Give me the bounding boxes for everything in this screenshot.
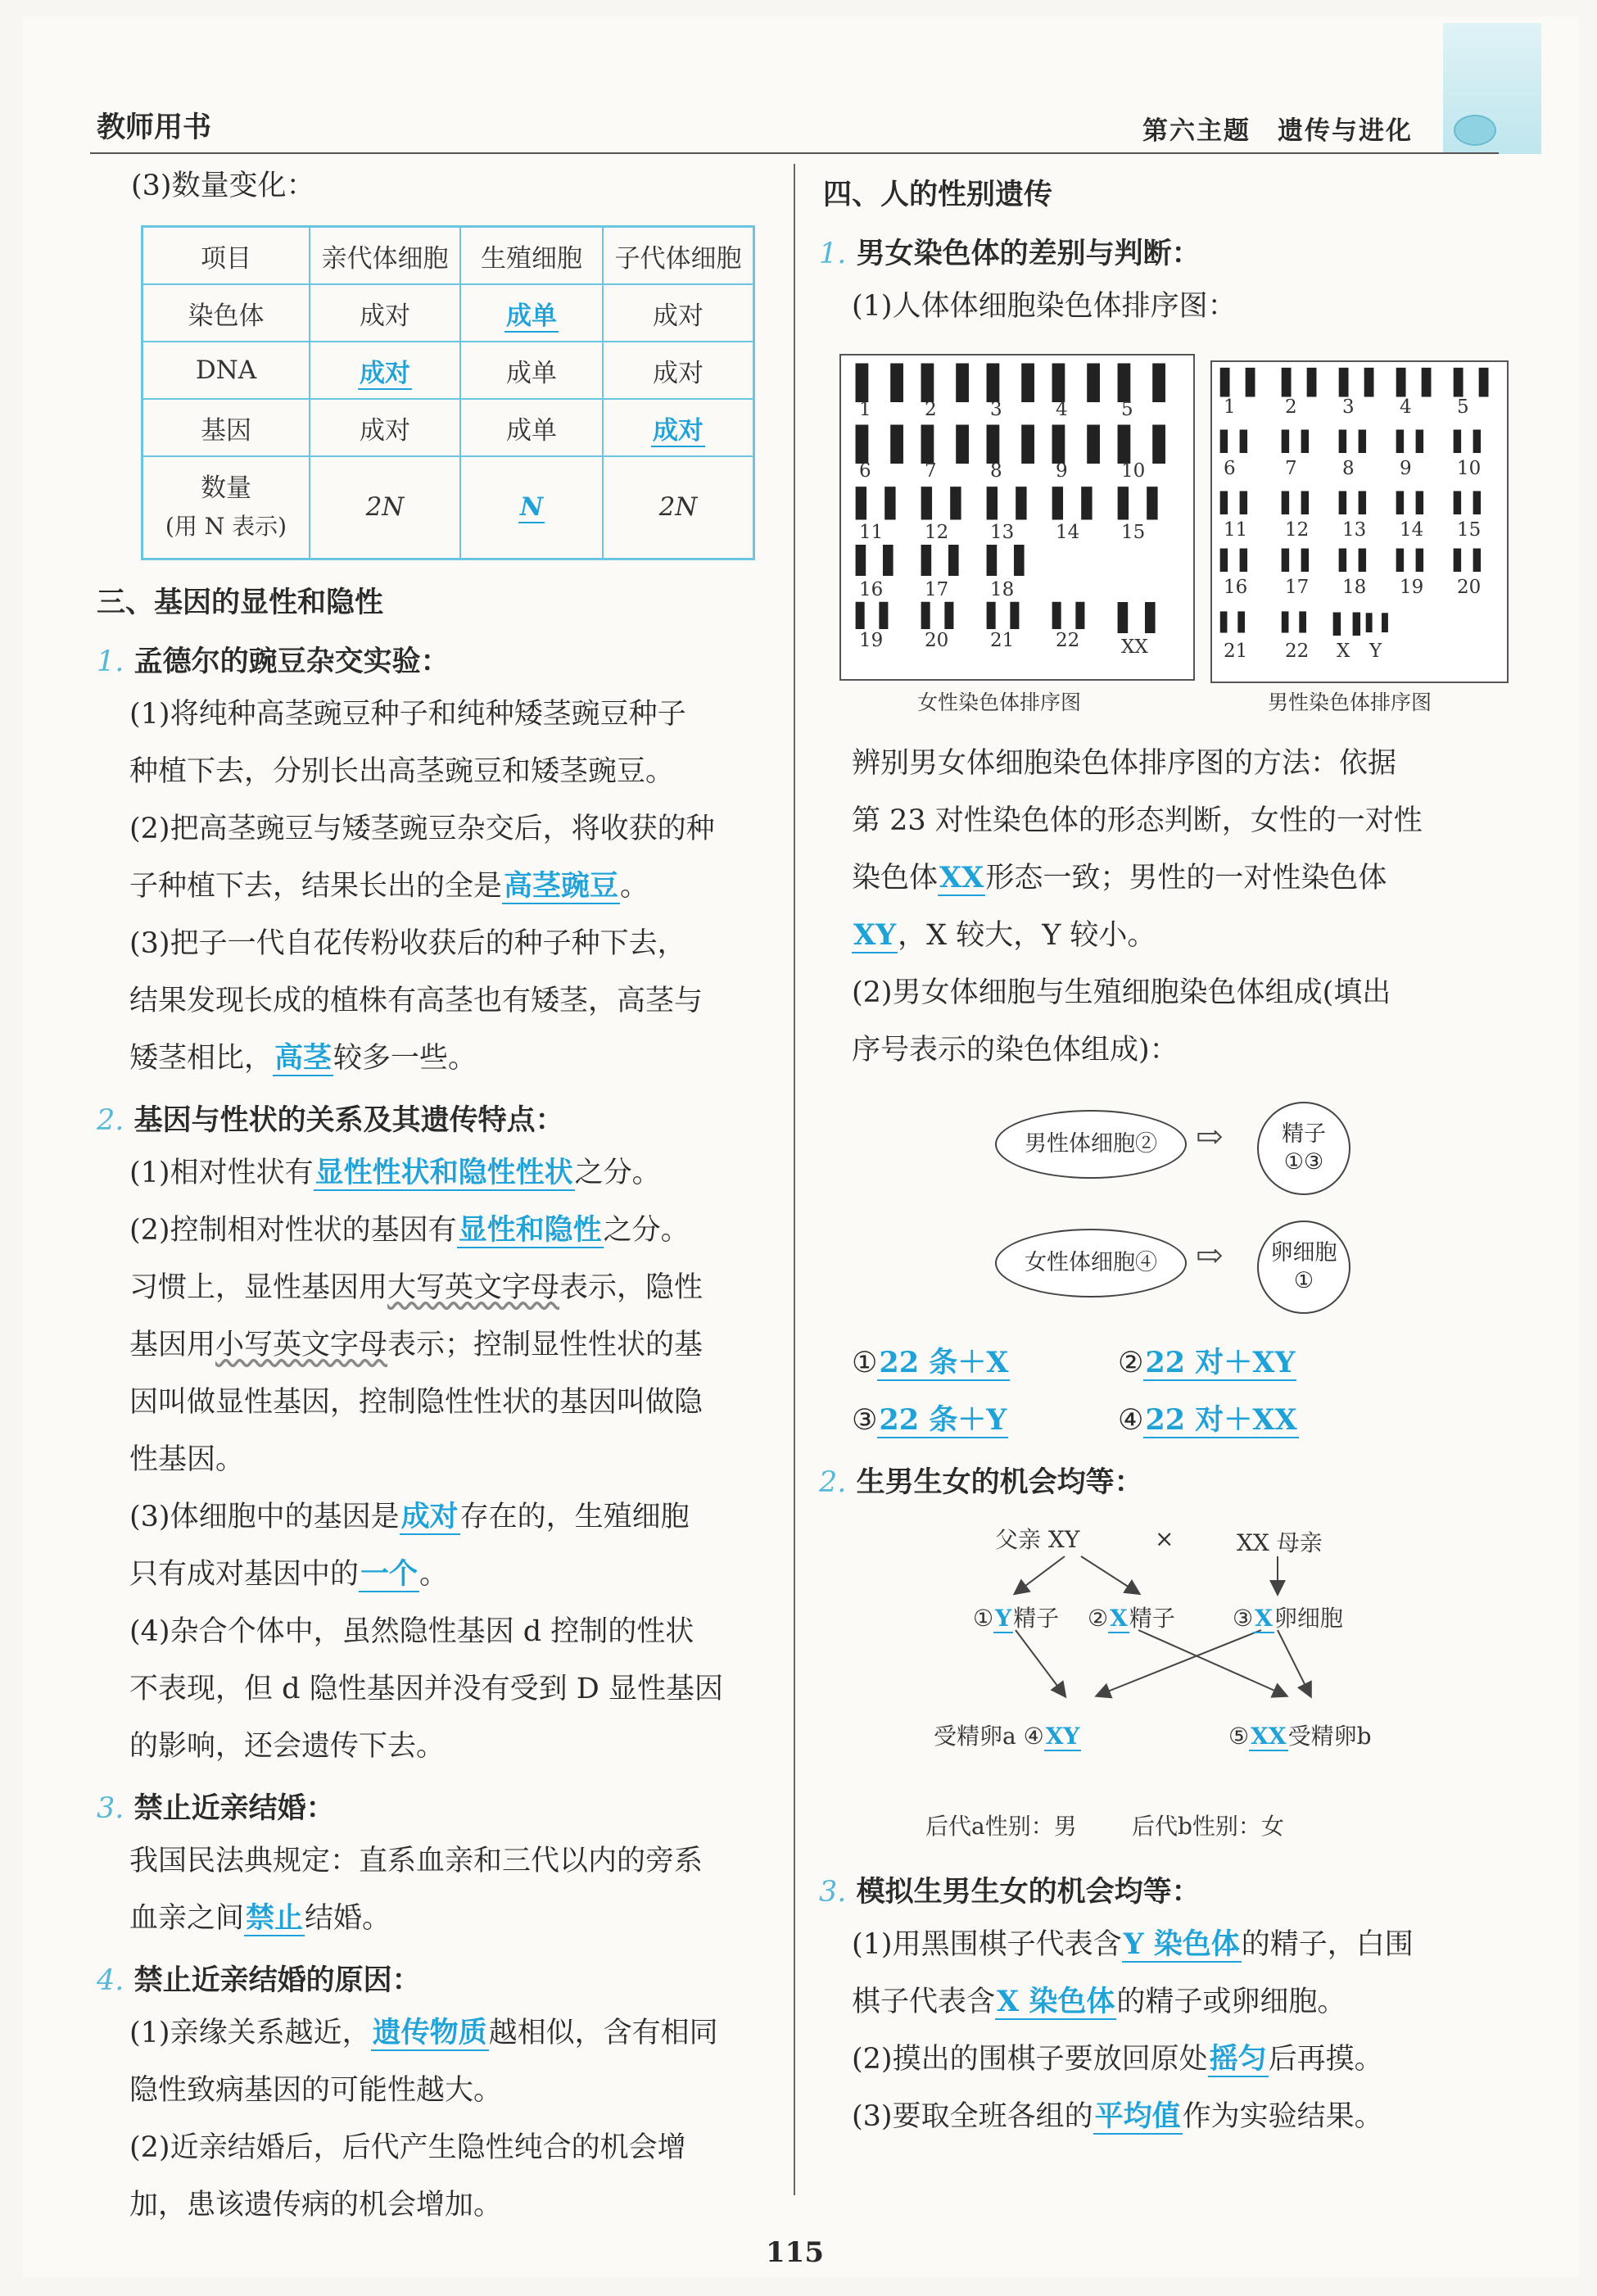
chromosome-pair: ▌▐ (1339, 491, 1363, 514)
text: 精子 (1129, 1605, 1175, 1632)
answer: 显性和隐性 (458, 1213, 602, 1247)
chromosome-label: 11 (859, 522, 884, 543)
answer: XX (1251, 1723, 1287, 1750)
number: 1. (97, 645, 124, 678)
fill-d (1118, 1402, 1299, 1438)
chromosome-label: 19 (1400, 577, 1424, 598)
text: 较多一些。 (333, 1042, 477, 1075)
oval-line: 精子 (1282, 1121, 1326, 1147)
heading-text: 孟德尔的豌豆杂交实验： (133, 645, 450, 678)
table-header-row (143, 227, 754, 285)
egg-x (1233, 1601, 1343, 1633)
chromosome-pair: ▌▐ (1220, 369, 1252, 397)
text: 越相似，含有相同 (488, 2017, 718, 2049)
text-line: 性基因。 (129, 1443, 245, 1476)
number: 4. (97, 1964, 124, 1997)
answer: Y (995, 1605, 1012, 1632)
text: 存在的，生殖细胞 (459, 1501, 690, 1533)
table-row (143, 342, 754, 399)
chromosome-pair: ▌▐ (921, 365, 966, 402)
chromosome-label: 17 (1285, 577, 1310, 598)
chromosome-label: 18 (990, 579, 1015, 600)
header-left: 教师用书 (97, 111, 212, 144)
chromosome-label: 11 (1224, 519, 1248, 541)
answer: 一个 (360, 1557, 418, 1591)
chromosome-label: 20 (1457, 577, 1482, 598)
answer: 高茎 (274, 1041, 333, 1075)
chromosome-pair: ▌▐ (1454, 549, 1477, 572)
answer: 显性性状和隐性性状 (314, 1156, 573, 1189)
male-body-cell: 男性体细胞② (995, 1110, 1187, 1179)
answer: XY (1045, 1723, 1080, 1750)
chromosome-pair: ▌▐ (1220, 613, 1242, 633)
chromosome-label: 1 (859, 399, 871, 420)
text: 受精卵b (1287, 1723, 1372, 1750)
text: 子种植下去，结果长出的全是 (129, 870, 503, 903)
chromosome-label: Y (1369, 641, 1382, 662)
mother: XX 母亲 (1237, 1529, 1323, 1556)
text: 后再摸。 (1268, 2043, 1383, 2076)
text-line (129, 868, 649, 904)
male-caption: 男性染色体排序图 (1268, 691, 1432, 714)
chromosome-label: 7 (1285, 458, 1297, 479)
chromosome-label: 3 (990, 399, 1002, 420)
fill-label: ① (852, 1347, 878, 1379)
text-line: 加，患该遗传病的机会增加。 (129, 2189, 503, 2221)
chromosome-label: 13 (1342, 519, 1367, 541)
chromosome-pair: ▌▐ (1220, 549, 1244, 572)
answer: Y 染色体 (1123, 1927, 1240, 1961)
chromosome-pair: ▌▐ (1454, 491, 1477, 514)
chromosome-label: 10 (1457, 458, 1482, 479)
number: 3. (819, 1876, 847, 1909)
text-line: 结果发现长成的植株有高茎也有矮茎，高茎与 (129, 985, 703, 1017)
inheritance-arrows (901, 1524, 1409, 1818)
table-cell: 成对 (310, 284, 460, 342)
table-cell-line: (用 N 表示) (165, 512, 287, 540)
text: 表示；控制显性性状的基 (387, 1329, 703, 1361)
text-line: (1)将纯种高茎豌豆种子和纯种矮茎豌豆种子 (129, 698, 686, 731)
text-line: 序号表示的染色体组成)： (852, 1034, 1179, 1066)
table-cell: 成对 (310, 399, 460, 456)
arrow-icon: ⇨ (1196, 1237, 1224, 1275)
table-cell: DNA (143, 342, 310, 399)
text: 作为实验结果。 (1182, 2100, 1383, 2133)
offspring-a: 后代a性别：男 (925, 1813, 1077, 1840)
chromosome-label: 8 (1342, 458, 1355, 479)
chromosome-pair: ▌▐ (1052, 365, 1097, 402)
table-cell: 染色体 (143, 284, 310, 342)
table-header: 亲代体细胞 (310, 227, 460, 285)
chromosome-label: 16 (859, 579, 884, 600)
text-line: 种植下去，分别长出高茎豌豆和矮茎豌豆。 (129, 755, 675, 788)
chromosome-pair: ▌▐ (1333, 613, 1357, 636)
chromosome-pair: ▌▐ (1118, 365, 1162, 402)
chromosome-label: 15 (1457, 519, 1482, 541)
chromosome-pair: ▌▐ (856, 365, 900, 402)
text: (1)用黑围棋子代表含 (852, 1928, 1122, 1961)
text: 。 (620, 870, 649, 903)
answer: 成对 (360, 358, 410, 388)
answer: 成对 (653, 415, 703, 446)
text: 矮茎相比， (129, 1042, 274, 1075)
fill-b (1118, 1345, 1296, 1381)
text-line (852, 1927, 1414, 1963)
female-body-cell: 女性体细胞④ (995, 1229, 1187, 1297)
chromosome-label: X (1337, 641, 1350, 662)
chromosome-label: 9 (1400, 458, 1412, 479)
table-cell: 成单 (460, 399, 603, 456)
text: 结婚。 (305, 1902, 391, 1935)
egg-cell (1257, 1220, 1350, 1314)
answer: 22 条＋Y (879, 1403, 1007, 1437)
answer: XX (939, 861, 984, 894)
quantity-table (141, 225, 755, 560)
chromosome-label: 2 (1285, 396, 1297, 418)
offspring-b: 后代b性别：女 (1132, 1813, 1284, 1840)
chromosome-label: 4 (1056, 399, 1068, 420)
chromosome-label: 6 (1224, 458, 1236, 479)
chromosome-label: 17 (925, 579, 949, 600)
chromosome-pair: ▌▐ (1339, 430, 1363, 453)
chromosome-pair: ▌▐ (987, 545, 1021, 576)
text: 的精子或卵细胞。 (1116, 1986, 1346, 2018)
answer: 22 对＋XY (1145, 1346, 1296, 1379)
table-cell (603, 399, 754, 456)
chromosome-label: 22 (1056, 630, 1080, 651)
chromosome-label: 6 (859, 460, 871, 482)
text: (1)亲缘关系越近， (129, 2017, 371, 2049)
text-line: (2)把高茎豌豆与矮茎豌豆杂交后，将收获的种 (129, 813, 715, 845)
chromosome-pair: ▌▐ (856, 487, 893, 520)
table-header: 生殖细胞 (460, 227, 603, 285)
text: ② (1088, 1605, 1109, 1632)
text-line: (3)把子一代自花传粉收获后的种子种下去， (129, 927, 686, 960)
chromosome-pair: ▌▐ (1454, 430, 1477, 453)
chromosome-label: 10 (1121, 460, 1146, 482)
chromosome-label: 21 (990, 630, 1015, 651)
chromosome-pair: ▌▐ (856, 545, 890, 576)
sperm-x (1088, 1601, 1175, 1633)
oval-line: ①③ (1283, 1149, 1324, 1175)
emphasis: 大写英文字母 (387, 1271, 560, 1304)
chromosome-pair: ▌▐ (1454, 369, 1486, 397)
chromosome-pair: ▌▐ (1052, 426, 1097, 464)
number: 3. (97, 1792, 124, 1825)
answer: 成单 (506, 301, 557, 331)
answer: 摇匀 (1209, 2042, 1267, 2076)
answer: X (1255, 1605, 1273, 1632)
oval-line: 卵细胞 (1270, 1240, 1337, 1266)
chromosome-label: 7 (925, 460, 937, 482)
chromosome-pair: ▌▐ (1052, 487, 1089, 520)
chromosome-pair: ▌▐ (1282, 369, 1314, 397)
table-cell (460, 284, 603, 342)
female-caption: 女性染色体排序图 (917, 691, 1082, 714)
section-4-title: 四、人的性别遗传 (823, 178, 1053, 211)
text: (3)体细胞中的基因是 (129, 1501, 400, 1533)
table-header: 子代体细胞 (603, 227, 754, 285)
zygote-b (1228, 1719, 1372, 1751)
chromosome-label: 13 (990, 522, 1015, 543)
r3-heading (819, 1869, 1201, 1910)
heading-text: 男女染色体的差别与判断： (856, 237, 1201, 270)
heading-text: 禁止近亲结婚： (133, 1791, 335, 1825)
chromosome-label: 22 (1285, 641, 1310, 662)
chromosome-pair: ▌▐ (856, 426, 900, 464)
answer: X 染色体 (997, 1985, 1115, 2018)
heading-text: 基因与性状的关系及其遗传特点： (133, 1103, 564, 1137)
heading-text: 生男生女的机会均等： (856, 1465, 1143, 1499)
fill-c (852, 1402, 1008, 1438)
chromosome-pair: ▌▐ (856, 602, 885, 629)
sperm-y (973, 1601, 1059, 1633)
chromosome-label: 14 (1056, 522, 1080, 543)
text: (3)要取全班各组的 (852, 2100, 1093, 2133)
fill-label: ④ (1118, 1404, 1144, 1437)
answer: XY (853, 918, 897, 952)
answer: X (1110, 1605, 1128, 1632)
table-cell: 2N (310, 456, 460, 559)
page-number: 115 (766, 2236, 824, 2269)
chromosome-pair: ▌▐ (1052, 602, 1082, 629)
text: 基因用 (129, 1329, 216, 1361)
number: 2. (819, 1466, 847, 1499)
chromosome-pair: ▌▐ (921, 602, 951, 629)
chromosome-pair: ▌▐ (921, 426, 966, 464)
text: 血亲之间 (129, 1902, 245, 1935)
text-line (852, 1984, 1346, 2020)
chromosome-label: 12 (925, 522, 949, 543)
chromosome-pair: ▌▐ (921, 545, 956, 576)
answer: 遗传物质 (372, 2016, 487, 2049)
chromosome-pair: ▌▐ (1118, 426, 1162, 464)
fill-label: ③ (852, 1404, 878, 1437)
chromosome-pair: ▌▐ (1339, 369, 1371, 397)
column-divider (794, 164, 795, 2195)
chromosome-label: 19 (859, 630, 884, 651)
r2-heading (819, 1460, 1143, 1501)
chromosome-label: 20 (925, 630, 949, 651)
father: 父亲 XY (995, 1526, 1080, 1553)
chromosome-pair: ▌▐ (1396, 491, 1420, 514)
text: (2)摸出的围棋子要放回原处 (852, 2043, 1208, 2076)
table-row (143, 456, 754, 559)
chromosome-label: 18 (1342, 577, 1367, 598)
chromosome-pair: ▌▐ (1118, 487, 1155, 520)
text-line (129, 1327, 703, 1363)
text-line: (1)人体体细胞染色体排序图： (852, 290, 1237, 323)
s1-heading (97, 639, 450, 680)
arrow-icon: ⇨ (1196, 1118, 1224, 1156)
answer: 平均值 (1094, 2099, 1181, 2133)
header-divider (90, 152, 1499, 154)
section-3-title: 三、基因的显性和隐性 (97, 586, 384, 619)
table-cell (143, 456, 310, 559)
table-header: 项目 (143, 227, 310, 285)
text-line (852, 917, 1156, 953)
number: 1. (819, 238, 847, 270)
chromosome-label: 1 (1224, 396, 1236, 418)
table-cell-line: 数量 (201, 473, 251, 503)
table-cell: 成对 (603, 284, 754, 342)
text-line: 辨别男女体细胞染色体排序图的方法：依据 (852, 747, 1397, 780)
s4-heading (97, 1958, 421, 1999)
table-cell: 基因 (143, 399, 310, 456)
text-line: 的影响，还会遗传下去。 (129, 1730, 446, 1763)
text: (2)控制相对性状的基因有 (129, 1214, 457, 1247)
text-line (129, 1499, 690, 1535)
chromosome-pair: ▌▐ (921, 487, 958, 520)
table-cell: 2N (603, 456, 754, 559)
text-line (852, 860, 1387, 896)
heading-text: 禁止近亲结婚的原因： (133, 1963, 421, 1997)
chromosome-label: 3 (1342, 396, 1355, 418)
answer: N (519, 492, 544, 523)
text-line: 第 23 对性染色体的形态判断，女性的一对性 (852, 804, 1423, 837)
number: 2. (97, 1104, 124, 1137)
text-line: 因叫做显性基因，控制隐性性状的基因叫做隐 (129, 1386, 703, 1419)
emphasis: 小写英文字母 (215, 1329, 388, 1361)
chromosome-pair: ▌▐ (1396, 430, 1420, 453)
quantity-title: (3)数量变化： (131, 170, 315, 202)
cross-symbol: × (1155, 1525, 1174, 1552)
text-line (852, 2041, 1383, 2077)
text-line (129, 1900, 391, 1936)
text-line: 隐性致病基因的可能性越大。 (129, 2074, 503, 2107)
answer: 禁止 (246, 1901, 304, 1935)
chromosome-pair: ▌▐ (1220, 491, 1244, 514)
chromosome-pair: ▌▐ (1366, 613, 1385, 632)
text-line (129, 1270, 703, 1306)
text: 的精子，白围 (1241, 1928, 1414, 1961)
zygote-a (934, 1719, 1081, 1751)
chromosome-label: 16 (1224, 577, 1248, 598)
text-line (129, 2015, 718, 2051)
table-row (143, 399, 754, 456)
text: ③ (1233, 1605, 1254, 1632)
chromosome-label: 5 (1457, 396, 1469, 418)
text-line (129, 1212, 690, 1248)
heading-text: 模拟生男生女的机会均等： (856, 1875, 1201, 1909)
text: 表示，隐性 (559, 1271, 703, 1304)
text-line: (2)男女体细胞与生殖细胞染色体组成(填出 (852, 976, 1391, 1009)
sperm-cell (1257, 1102, 1350, 1195)
answer: 高茎豌豆 (504, 869, 619, 903)
chromosome-pair: ▌▐ (1396, 369, 1428, 397)
table-row (143, 284, 754, 342)
chromosome-pair: ▌▐ (987, 365, 1031, 402)
text: 棋子代表含 (852, 1986, 996, 2018)
text-line: (4)杂合个体中，虽然隐性基因 d 控制的性状 (129, 1615, 694, 1648)
chromosome-label: 12 (1285, 519, 1310, 541)
answer: 成对 (400, 1500, 459, 1533)
r1-heading (819, 231, 1201, 272)
text: 习惯上，显性基因用 (129, 1271, 388, 1304)
text: 卵细胞 (1274, 1605, 1343, 1632)
answer: 22 对＋XX (1145, 1403, 1297, 1437)
table-cell (460, 456, 603, 559)
text-line: 不表现，但 d 隐性基因并没有受到 D 显性基因 (129, 1673, 723, 1705)
answer: 22 条＋X (879, 1346, 1009, 1379)
text-line: 我国民法典规定：直系血亲和三代以内的旁系 (129, 1845, 703, 1877)
text: ⑤ (1228, 1723, 1250, 1750)
chromosome-pair: ▌▐ (987, 426, 1031, 464)
table-cell: 成单 (460, 342, 603, 399)
text: 染色体 (852, 862, 939, 894)
chromosome-pair: ▌▐ (1282, 430, 1305, 453)
text-line (129, 1155, 661, 1191)
chromosome-label: 9 (1056, 460, 1068, 482)
text: 之分。 (603, 1214, 690, 1247)
chromosome-label: 15 (1121, 522, 1146, 543)
text-line (129, 1040, 477, 1076)
fill-label: ② (1118, 1347, 1144, 1379)
chromosome-label: 21 (1224, 641, 1248, 662)
text: ，X 较大，Y 较小。 (898, 919, 1156, 952)
chromosome-label: 2 (925, 399, 937, 420)
text: 形态一致；男性的一对性染色体 (985, 862, 1387, 894)
text: 精子 (1013, 1605, 1060, 1632)
chromosome-pair: ▌▐ (987, 487, 1024, 520)
chromosome-label: 4 (1400, 396, 1412, 418)
table-cell: 成对 (603, 342, 754, 399)
s3-heading (97, 1786, 335, 1827)
s2-heading (97, 1098, 564, 1139)
chromosome-pair: ▌▐ (1282, 613, 1303, 633)
header-right: 第六主题 遗传与进化 (1142, 116, 1413, 146)
chromosome-pair: ▌▐ (987, 602, 1016, 629)
turtle-icon (1454, 115, 1496, 146)
text: (1)相对性状有 (129, 1157, 314, 1189)
chromosome-pair: ▌▐ (1220, 430, 1244, 453)
text: 只有成对基因中的 (129, 1558, 360, 1591)
text-line (129, 1556, 448, 1592)
chromosome-pair: ▌▐ (1118, 602, 1152, 633)
chromosome-pair: ▌▐ (1282, 549, 1305, 572)
text-line (852, 2099, 1383, 2135)
chromosome-label: 5 (1121, 399, 1133, 420)
chromosome-label: XX (1121, 636, 1148, 658)
chromosome-label: 14 (1400, 519, 1424, 541)
oval-line: ① (1293, 1268, 1314, 1293)
text: 受精卵a ④ (934, 1723, 1044, 1750)
text: 。 (419, 1558, 449, 1591)
chromosome-pair: ▌▐ (1339, 549, 1363, 572)
text: ① (973, 1605, 994, 1632)
chromosome-label: 8 (990, 460, 1002, 482)
text: 之分。 (574, 1157, 661, 1189)
text-line: (2)近亲结婚后，后代产生隐性纯合的机会增 (129, 2131, 686, 2164)
chromosome-pair: ▌▐ (1396, 549, 1420, 572)
chromosome-pair: ▌▐ (1282, 491, 1305, 514)
table-cell (310, 342, 460, 399)
fill-a (852, 1345, 1010, 1381)
